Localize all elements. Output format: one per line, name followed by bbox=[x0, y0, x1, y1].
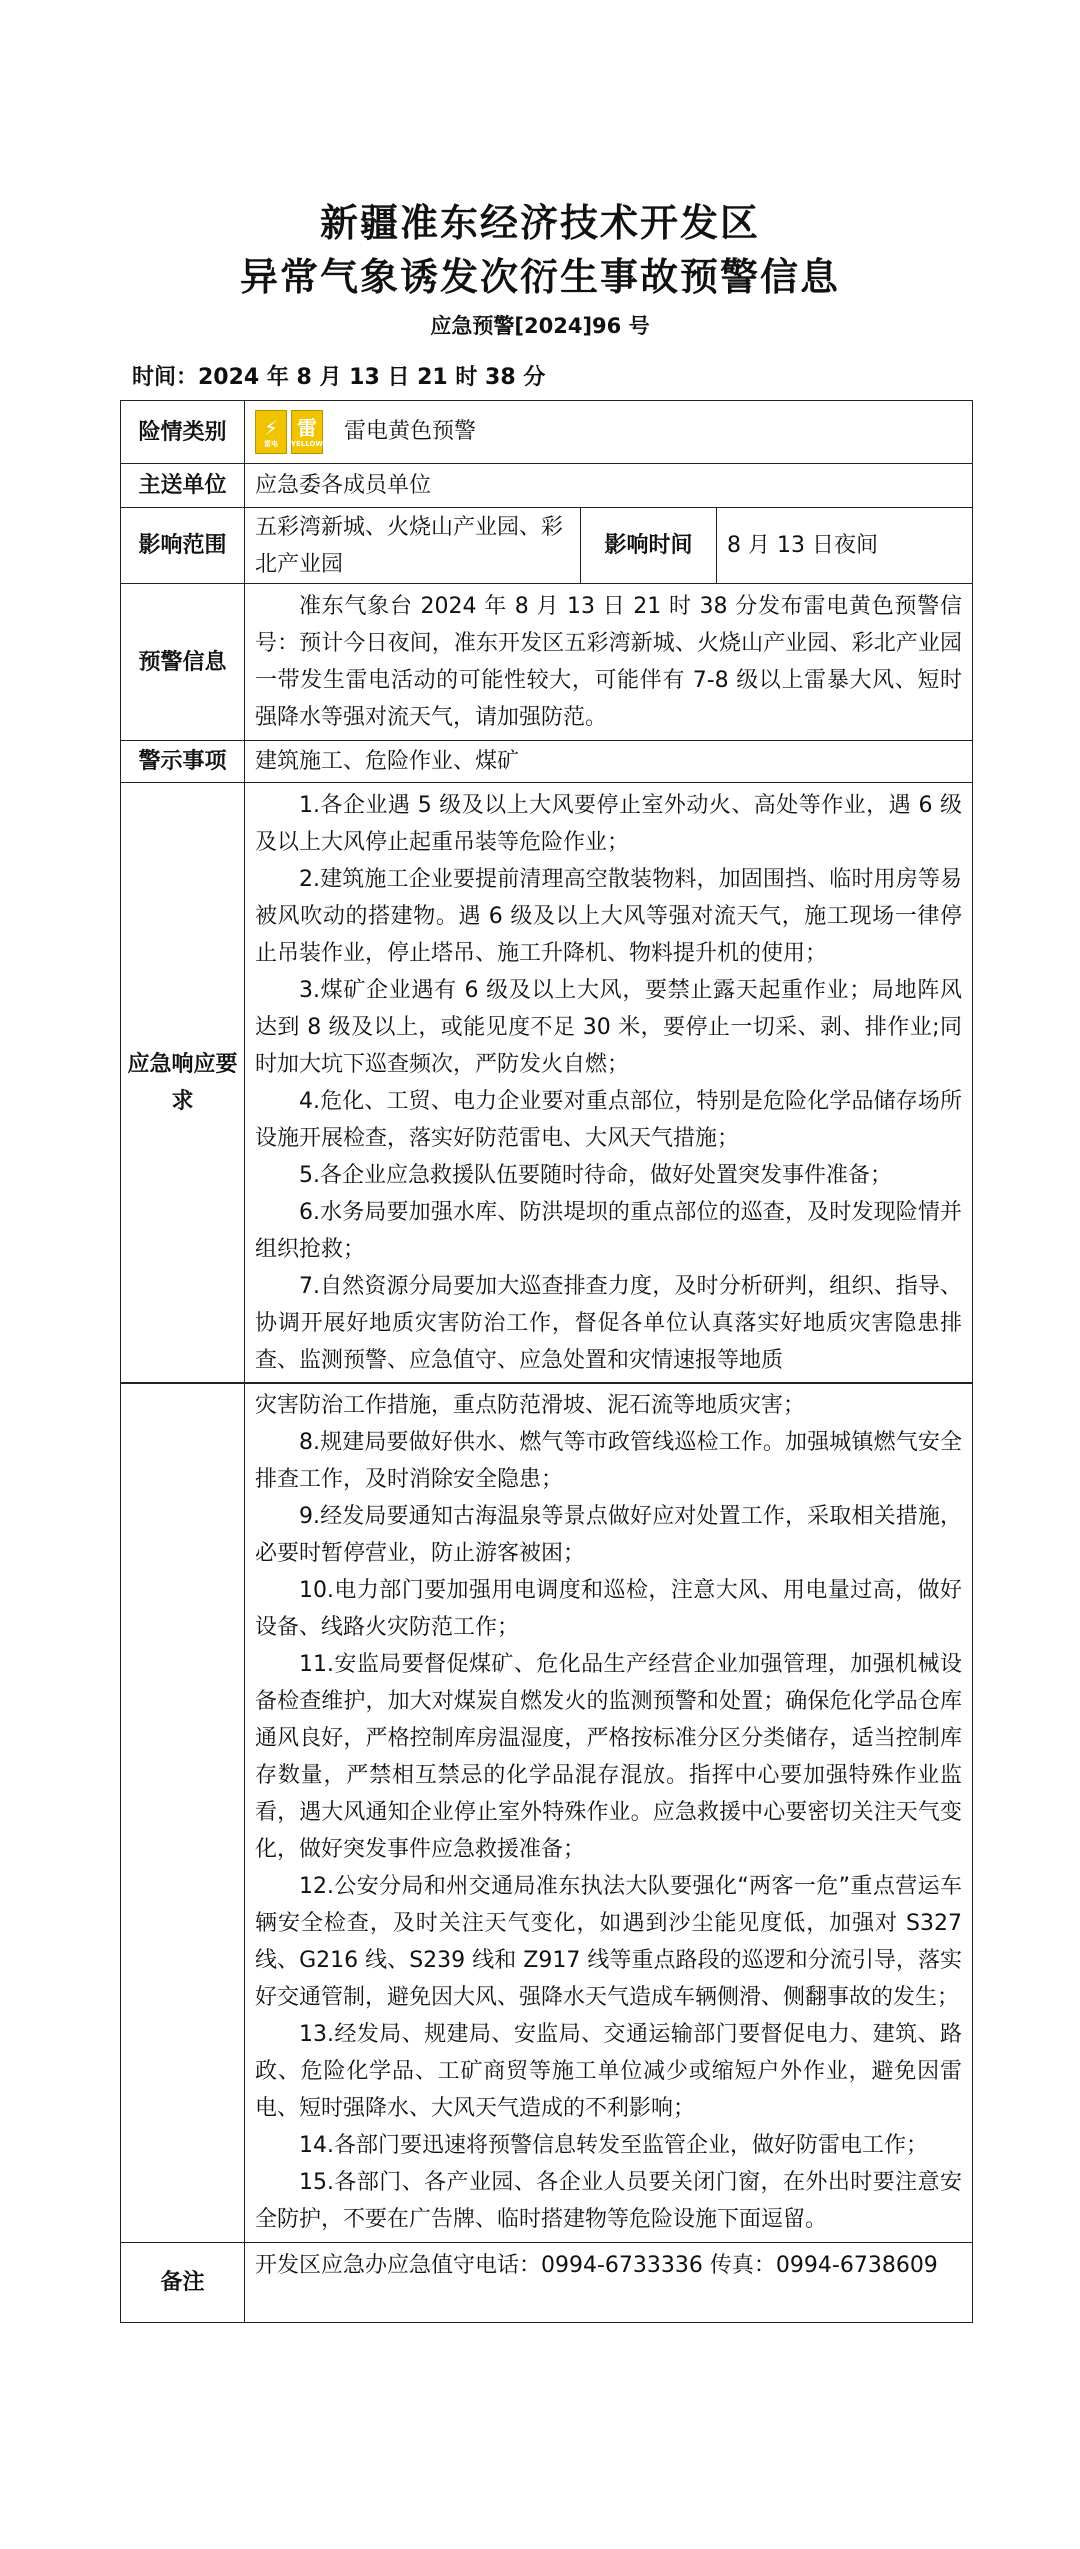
response-continuation: 灾害防治工作措施，重点防范滑坡、泥石流等地质灾害； bbox=[255, 1393, 806, 1418]
warning-icons bbox=[255, 410, 323, 454]
category-value: 雷电黄色预警 bbox=[344, 419, 477, 444]
effect-time-label: 影响时间 bbox=[581, 508, 717, 584]
document-title-line2: 异常气象诱发次衍生事故预警信息 bbox=[239, 255, 840, 299]
warning-table bbox=[120, 400, 973, 1384]
row-alert-items bbox=[121, 741, 973, 783]
response-item: 11.安监局要督促煤矿、危化品生产经营企业加强管理，加强机械设备检查维护，加大对煤炭自燃发火的监测预警和处置；确保危化学品仓库通风良好，严格控制库房温湿度，严格按标准分区分类储存，适当控制库存数量，严禁相互禁忌的化学品混存混放。指挥中心要加强特殊作业监看，遇大风通知企业停止室外特殊作业。应急救援中心要密切关注天气变化，做好突发事件应急救援准备； bbox=[255, 1652, 962, 1862]
response-label: 应急响应要求 bbox=[121, 783, 245, 1384]
response-item: 12.公安分局和州交通局准东执法大队要强化“两客一危”重点营运车辆安全检查，及时关注天气变化，如遇到沙尘能见度低，加强对 S327 线、G216 线、S239 线和 Z917 线等重点路段的巡逻和分流引导，落实好交通管制，避免因大风、强降水天气造成车辆侧滑、侧翻事故的发生； bbox=[255, 1874, 962, 2010]
lightning-warning-icon: ⚡ 雷电 bbox=[255, 410, 287, 454]
remark-cell bbox=[245, 2243, 973, 2323]
response-item: 5.各企业应急救援队伍要随时待命，做好处置突发事件准备； bbox=[299, 1163, 892, 1188]
response-item: 7.自然资源分局要加大巡查排查力度，及时分析研判，组织、指导、协调开展好地质灾害防治工作，督促各单位认真落实好地质灾害隐患排查、监测预警、应急值守、应急处置和灾情速报等地质 bbox=[255, 1274, 962, 1373]
recipient-value: 应急委各成员单位 bbox=[245, 464, 973, 508]
category-value-cell bbox=[245, 401, 973, 464]
warning-info-label: 预警信息 bbox=[121, 584, 245, 741]
row-category bbox=[121, 401, 973, 464]
scope-value: 五彩湾新城、火烧山产业园、彩北产业园 bbox=[245, 508, 581, 584]
yellow-warning-icon: 雷 YELLOW bbox=[291, 410, 323, 454]
response-item: 4.危化、工贸、电力企业要对重点部位，特别是危险化学品储存场所设施开展检查，落实好防范雷电、大风天气措施； bbox=[255, 1089, 962, 1151]
scope-label: 影响范围 bbox=[121, 508, 245, 584]
response-item: 2.建筑施工企业要提前清理高空散装物料，加固围挡、临时用房等易被风吹动的搭建物。遇 6 级及以上大风等强对流天气，施工现场一律停止吊装作业，停止塔吊、施工升降机、物料提升机的使用； bbox=[255, 867, 962, 966]
response-item: 8.规建局要做好供水、燃气等市政管线巡检工作。加强城镇燃气安全排查工作，及时消除安全隐患； bbox=[255, 1430, 962, 1492]
document-title-line1: 新疆准东经济技术开发区 bbox=[319, 201, 760, 245]
response-item: 10.电力部门要加强用电调度和巡检，注意大风、用电量过高，做好设备、线路火灾防范工作； bbox=[255, 1578, 962, 1640]
row-remark bbox=[121, 2243, 973, 2323]
response-item: 13.经发局、规建局、安监局、交通运输部门要督促电力、建筑、路政、危险化学品、工矿商贸等施工单位减少或缩短户外作业，避免因雷电、短时强降水、大风天气造成的不利影响； bbox=[255, 2022, 962, 2121]
row-response bbox=[121, 783, 973, 1384]
response-item: 1.各企业遇 5 级及以上大风要停止室外动火、高处等作业，遇 6 级及以上大风停止起重吊装等危险作业； bbox=[255, 793, 962, 855]
response-label-empty bbox=[121, 1383, 245, 2243]
row-scope bbox=[121, 508, 973, 584]
remark-value: 开发区应急办应急值守电话：0994-6733336 传真：0994-6738609 bbox=[255, 2253, 938, 2278]
response-item: 6.水务局要加强水库、防洪堤坝的重点部位的巡查，及时发现险情并组织抢救； bbox=[255, 1200, 962, 1262]
response-cell-page2 bbox=[245, 1383, 973, 2243]
recipient-label: 主送单位 bbox=[121, 464, 245, 508]
row-response-continued bbox=[121, 1383, 973, 2243]
response-item: 9.经发局要通知古海温泉等景点做好应对处置工作，采取相关措施，必要时暂停营业，防止游客被困； bbox=[255, 1504, 962, 1566]
issue-time: 时间：2024 年 8 月 13 日 21 时 38 分 bbox=[132, 365, 546, 390]
document-number: 应急预警[2024]96 号 bbox=[430, 314, 650, 338]
warning-info-text: 准东气象台 2024 年 8 月 13 日 21 时 38 分发布雷电黄色预警信号：预计今日夜间，准东开发区五彩湾新城、火烧山产业园、彩北产业园一带发生雷电活动的可能性较大，可能伴有 7-8 级以上雷暴大风、短时强降水等强对流天气，请加强防范。 bbox=[255, 594, 962, 730]
category-label: 险情类别 bbox=[121, 401, 245, 464]
alert-items-value: 建筑施工、危险作业、煤矿 bbox=[245, 741, 973, 783]
response-item: 3.煤矿企业遇有 6 级及以上大风，要禁止露天起重作业；局地阵风达到 8 级及以上，或能见度不足 30 米，要停止一切采、剥、排作业;同时加大坑下巡查频次，严防发火自燃； bbox=[255, 978, 962, 1077]
effect-time-value: 8 月 13 日夜间 bbox=[717, 508, 973, 584]
warning-table-continued bbox=[120, 1382, 973, 2323]
response-item: 15.各部门、各产业园、各企业人员要关闭门窗，在外出时要注意安全防护，不要在广告牌、临时搭建物等危险设施下面逗留。 bbox=[255, 2170, 962, 2232]
warning-info-cell bbox=[245, 584, 973, 741]
remark-label: 备注 bbox=[121, 2243, 245, 2323]
response-cell-page1 bbox=[245, 783, 973, 1384]
row-warning-info bbox=[121, 584, 973, 741]
alert-items-label: 警示事项 bbox=[121, 741, 245, 783]
response-item: 14.各部门要迅速将预警信息转发至监管企业，做好防雷电工作； bbox=[299, 2133, 928, 2158]
row-recipient bbox=[121, 464, 973, 508]
